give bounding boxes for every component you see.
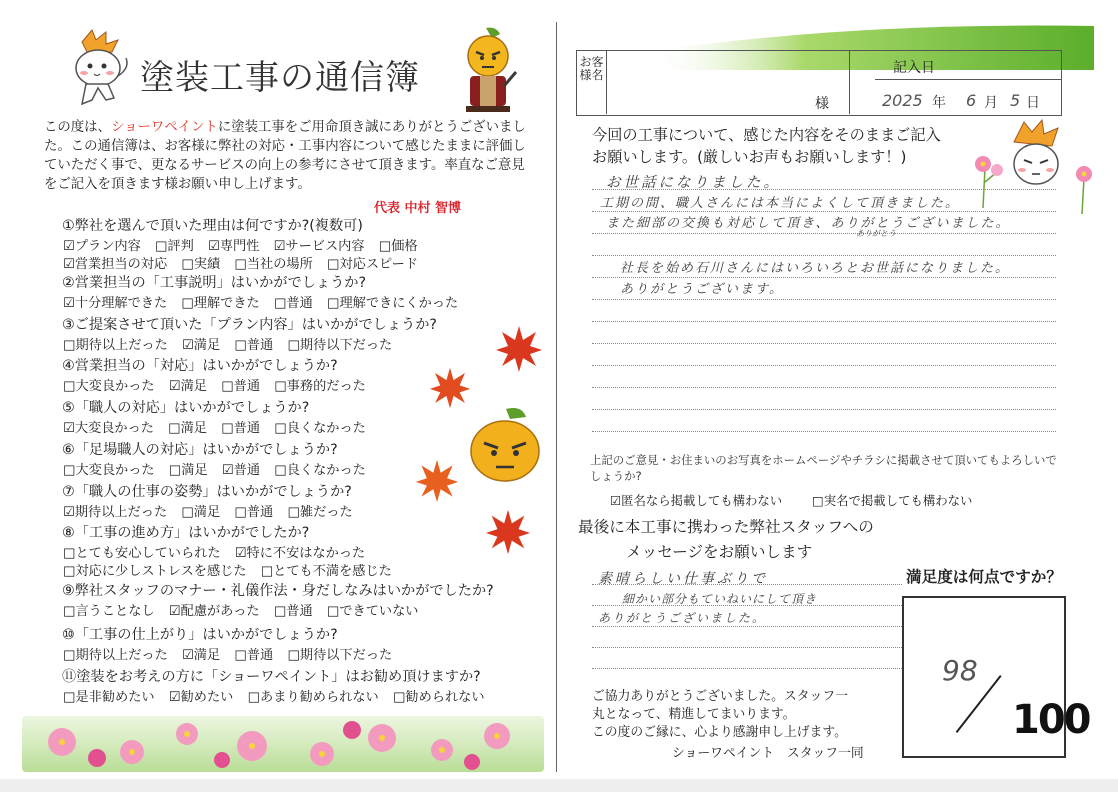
option-checkbox[interactable]: □普通 (273, 604, 313, 619)
consent-anonymous-checkbox[interactable]: ☑匿名なら掲載しても構わない (610, 493, 783, 508)
comment-line (592, 321, 1056, 322)
message-line (592, 647, 902, 648)
intro-rest: に塗装工事をご用命頂き誠にありがとうございました。この通信簿は、お客様に弊社の対応・工事内容について感じたままに評価していただく事で、更なるサービスの向上の参考にさせて頂きます。率直なご意見をご記入を頂きます様お願い申し上げます。 (44, 120, 526, 192)
option-checkbox[interactable]: ☑満足 (181, 648, 221, 663)
comment-prompt (592, 124, 941, 168)
pink-flower-icon (963, 148, 1005, 210)
option-checkbox[interactable]: ☑期待以上だった (63, 505, 168, 520)
option-checkbox[interactable]: □雑だった (287, 505, 353, 520)
date-day[interactable]: 5 (1010, 91, 1021, 110)
comment-line (592, 343, 1056, 344)
comment-line (592, 299, 1056, 300)
question-6: ⑥「足場職人の対応」はいかがでしょうか? (62, 442, 338, 458)
comment-line (592, 233, 1056, 234)
pink-flower-icon (1064, 160, 1104, 216)
orange-mascot-face-icon (462, 405, 548, 485)
comment-line (592, 365, 1056, 366)
question-8-options-row-1 (63, 542, 375, 561)
staff-message-prompt-line-2: メッセージをお願いします (626, 543, 813, 561)
question-2-options (63, 292, 468, 311)
date-month[interactable]: 6 (966, 91, 977, 110)
date-year[interactable]: 2025 (882, 91, 923, 110)
question-5: ⑤「職人の対応」はいかがでしょうか? (62, 400, 310, 416)
option-checkbox[interactable]: □良くなかった (274, 463, 366, 478)
intro-pre: この度は、 (44, 120, 111, 135)
option-checkbox[interactable]: □普通 (234, 648, 274, 663)
option-checkbox[interactable]: □勧められない (392, 690, 485, 705)
option-checkbox[interactable]: ☑特に不安はなかった (234, 546, 366, 561)
option-checkbox[interactable]: ☑勧めたい (168, 690, 234, 705)
comment-prompt-line-1: 今回の工事について、感じた内容をそのままご記入 (592, 126, 941, 144)
leaf-mascot-icon (1004, 118, 1066, 194)
option-checkbox[interactable]: ☑満足 (181, 338, 221, 353)
option-checkbox[interactable]: ☑専門性 (208, 239, 260, 254)
bottom-margin-bar (0, 779, 1118, 792)
publication-consent-text: 上記のご意見・お住まいのお写真をホームページやチラシに掲載させて頂いてもよろしいでしょうか? (590, 453, 1057, 483)
maple-leaf-icon (414, 458, 460, 504)
option-checkbox[interactable]: □とても安心していられた (63, 546, 221, 561)
question-6-options (63, 459, 376, 478)
question-9-options (63, 600, 428, 619)
option-checkbox[interactable]: ☑満足 (168, 379, 207, 394)
comment-line (592, 255, 1056, 256)
question-4: ④営業担当の「対応」はいかがでしょうか? (62, 358, 338, 374)
question-2: ②営業担当の「工事説明」はいかがでしょうか? (62, 275, 367, 291)
option-checkbox[interactable]: □期待以下だった (287, 648, 393, 663)
option-checkbox[interactable]: □事務的だった (274, 379, 366, 394)
info-box-separator (849, 51, 850, 114)
option-checkbox[interactable]: □普通 (221, 421, 261, 436)
question-8: ⑧「工事の進め方」はいかがでしたか? (62, 525, 310, 541)
representative-signature: 代表 中村 智博 (374, 201, 462, 216)
option-checkbox[interactable]: □大変良かった (63, 463, 155, 478)
date-day-unit: 日 (1026, 95, 1040, 111)
handwritten-comment-line: また細部の交換も対応して頂き、ありがとうございました。 (606, 216, 1011, 231)
comment-line (592, 431, 1056, 432)
option-checkbox[interactable]: □期待以下だった (287, 338, 393, 353)
intro-brand-name: ショーワペイント (110, 120, 218, 135)
maple-leaf-icon (428, 366, 472, 410)
consent-realname-checkbox[interactable]: □実名で掲載しても構わない (812, 493, 973, 508)
option-checkbox[interactable]: □是非勧めたい (63, 690, 155, 705)
question-3: ③ご提案させて頂いた「プラン内容」はいかがでしょうか? (62, 317, 437, 333)
date-year-unit: 年 (932, 95, 946, 111)
leaf-mascot-icon (62, 28, 138, 108)
option-checkbox[interactable]: ☑普通 (221, 463, 261, 478)
closing-thanks (592, 688, 848, 742)
option-checkbox[interactable]: □大変良かった (63, 379, 155, 394)
option-checkbox[interactable]: ☑営業担当の対応 (63, 257, 168, 272)
date-month-unit: 月 (984, 95, 998, 111)
option-checkbox[interactable]: □当社の場所 (234, 257, 313, 272)
question-7-options (63, 501, 363, 520)
option-checkbox[interactable]: □期待以上だった (63, 648, 168, 663)
handwritten-message-line: 細かい部分もていねいにして頂き (622, 592, 818, 606)
orange-samurai-mascot-icon (456, 26, 520, 114)
option-checkbox[interactable]: ☑サービス内容 (273, 239, 365, 254)
customer-honorific: 様 (815, 96, 829, 112)
question-1: ①弊社を選んで頂いた理由は何ですか?(複数可) (62, 218, 363, 234)
date-separator (875, 79, 1061, 80)
satisfaction-score-question: 満足度は何点ですか？ (906, 568, 1062, 586)
maple-leaf-icon (494, 324, 544, 374)
option-checkbox[interactable]: □実績 (181, 257, 221, 272)
question-9: ⑨弊社スタッフのマナー・礼儀作法・身だしなみはいかがでしたか? (62, 583, 494, 599)
closing-thanks-line: 丸となって、精進してまいります。 (592, 707, 796, 722)
option-checkbox[interactable]: □できていない (326, 604, 419, 619)
question-1-options-row-1 (63, 235, 428, 254)
option-checkbox[interactable]: □理解できた (181, 296, 260, 311)
question-11-options (63, 686, 495, 705)
satisfaction-score-value: 98 (942, 654, 978, 687)
option-checkbox[interactable]: □満足 (168, 421, 207, 436)
question-10-options (63, 644, 402, 663)
staff-message-prompt-line-1: 最後に本工事に携わった弊社スタッフへの (578, 518, 874, 536)
maple-leaf-icon (484, 508, 532, 556)
message-line (592, 668, 902, 669)
question-8-options-row-2 (63, 560, 402, 579)
question-1-options-row-2 (63, 253, 428, 272)
option-checkbox[interactable]: □あまり勧められない (247, 690, 379, 705)
question-11: ⑪塗装をお考えの方に「ショーワペイント」はお勧め頂けますか? (62, 669, 481, 685)
intro-paragraph (44, 118, 532, 194)
page-divider (556, 22, 557, 772)
comment-line (592, 409, 1056, 410)
option-checkbox[interactable]: □良くなかった (274, 421, 366, 436)
handwritten-comment-line: 工期の間、職人さんには本当によくして頂きました。 (600, 196, 961, 211)
question-5-options (63, 417, 376, 436)
option-checkbox[interactable]: □普通 (221, 379, 261, 394)
handwritten-insertion-note: ありがとう (856, 229, 896, 238)
question-4-options (63, 375, 376, 394)
closing-signature: ショーワペイント スタッフ一同 (672, 746, 864, 761)
option-checkbox[interactable]: □満足 (181, 505, 221, 520)
option-checkbox[interactable]: ☑プラン内容 (63, 239, 141, 254)
comment-prompt-line-2: お願いします。(厳しいお声もお願いします！) (592, 148, 907, 166)
option-checkbox[interactable]: □言うことなし (63, 604, 155, 619)
question-7: ⑦「職人の仕事の姿勢」はいかがでしょうか? (62, 484, 352, 500)
option-checkbox[interactable]: □価格 (378, 239, 418, 254)
closing-thanks-line: この度のご縁に、心より感謝申し上げます。 (592, 725, 847, 740)
satisfaction-score-max: 100 (1012, 697, 1090, 743)
option-checkbox[interactable]: □対応スピード (327, 257, 419, 272)
option-checkbox[interactable]: □普通 (234, 338, 274, 353)
closing-thanks-line: ご協力ありがとうございました。スタッフ一 (592, 689, 848, 704)
option-checkbox[interactable]: □普通 (273, 296, 313, 311)
option-checkbox[interactable]: ☑大変良かった (63, 421, 154, 436)
option-checkbox[interactable]: □評判 (154, 239, 194, 254)
option-checkbox[interactable]: □期待以上だった (63, 338, 168, 353)
handwritten-comment-line: ありがとうございます。 (620, 282, 784, 297)
staff-message-prompt (578, 515, 874, 565)
message-line (592, 626, 902, 627)
cosmos-flowers-banner-icon (22, 716, 544, 772)
date-label: 記入日 (893, 60, 935, 76)
option-checkbox[interactable]: □普通 (234, 505, 274, 520)
question-10: ⑩「工事の仕上がり」はいかがでしょうか? (62, 627, 338, 643)
option-checkbox[interactable]: ☑十分理解できた (63, 296, 168, 311)
question-3-options (63, 334, 402, 353)
option-checkbox[interactable]: □とても不満を感じた (260, 564, 392, 579)
customer-name-label: お客様名 (577, 51, 607, 114)
option-checkbox[interactable]: □満足 (168, 463, 208, 478)
option-checkbox[interactable]: □対応に少しストレスを感じた (63, 564, 247, 579)
option-checkbox[interactable]: □理解できにくかった (327, 296, 459, 311)
comment-line (592, 387, 1056, 388)
handwritten-message-line: 素晴らしい仕事ぶりで (598, 571, 768, 587)
handwritten-comment-line: 社長を始め石川さんにはいろいろとお世話になりました。 (620, 261, 1011, 276)
handwritten-message-line: ありがとうございました。 (598, 611, 767, 625)
page-title: 塗装工事の通信簿 (140, 58, 420, 98)
option-checkbox[interactable]: ☑配慮があった (168, 604, 260, 619)
handwritten-comment-line: お世話になりました。 (606, 175, 781, 191)
